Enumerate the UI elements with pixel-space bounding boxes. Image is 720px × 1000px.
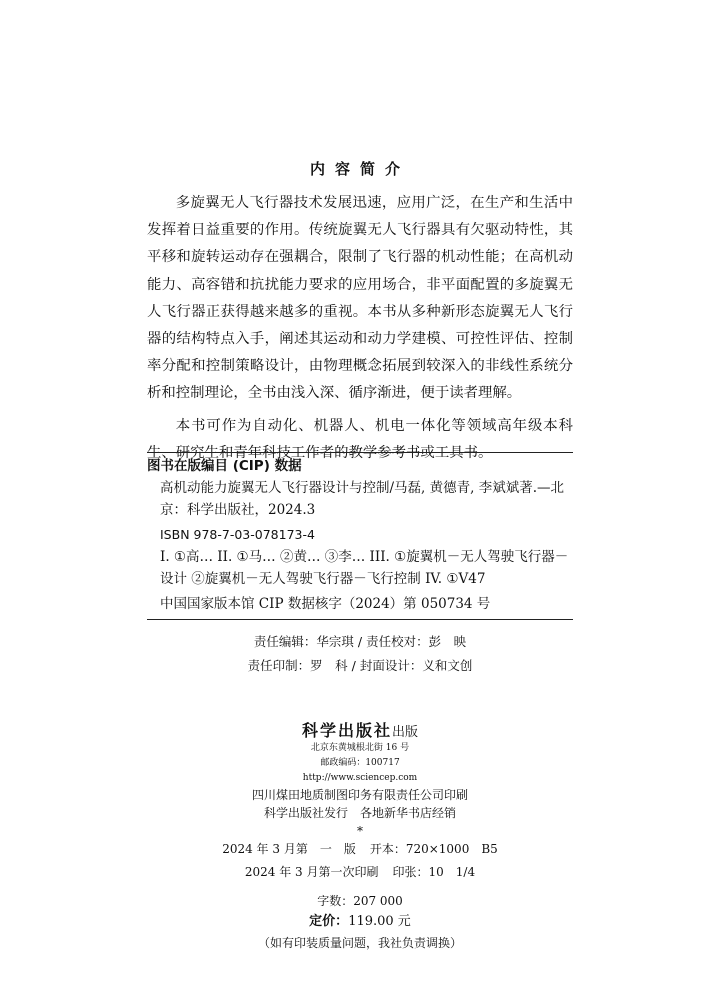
publisher-logo-text: 科学出版社 [301, 721, 392, 740]
summary-body [147, 190, 573, 472]
distribution: 科学出版社发行 各地新华书店经销 [263, 806, 456, 820]
publisher-suffix: 出版 [392, 725, 419, 740]
cip-block [147, 452, 573, 620]
quality-note: （如有印装质量问题，我社负责调换） [257, 936, 462, 950]
cip-verification: 中国国家版本馆 CIP 数据核字（2024）第 050734 号 [160, 596, 491, 612]
printer: 四川煤田地质制图印务有限责任公司印刷 [251, 788, 468, 802]
editors-credits [0, 630, 720, 678]
printing-line [0, 861, 720, 884]
summary-paragraph-2: 本书可作为自动化、机器人、机电一体化等领域高年级本科生、研究生和青年科技工作者的教学参考书或工具书。 [147, 417, 573, 461]
separator-star: * [357, 824, 363, 838]
cip-classification: I. ①高… II. ①马… ②黄… ③李… III. ①旋翼机－无人驾驶飞行器－设计 ②旋翼机－无人驾驶飞行器－飞行控制 IV. ①V47 [160, 549, 569, 587]
cip-record: 高机动能力旋翼无人飞行器设计与控制/马磊, 黄德青, 李斌斌著.—北京：科学出版社，2024.3 [160, 480, 565, 518]
publisher-address: 北京东黄城根北街 16 号 [310, 743, 410, 753]
sheets: 印张：10 1/4 [392, 865, 476, 879]
print-date: 2024 年 3 月第一次印刷 [244, 865, 379, 879]
publisher-block [0, 718, 720, 954]
price-value: 119.00 元 [348, 914, 411, 929]
publisher-name [0, 718, 720, 741]
cip-title: 图书在版编目 (CIP) 数据 [147, 458, 302, 474]
edition-date: 2024 年 3 月第 一 版 [222, 842, 356, 856]
format: 开本：720×1000 B5 [369, 842, 498, 856]
editors-line-1: 责任编辑：华宗琪 / 责任校对：彭 映 [253, 634, 467, 649]
summary-paragraph-1: 多旋翼无人飞行器技术发展迅速，应用广泛，在生产和生活中发挥着日益重要的作用。传统旋翼无人飞行器具有欠驱动特性，其平移和旋转运动存在强耦合，限制了飞行器的机动性能；在高机动能力、高容错和抗扰能力要求的应用场合，非平面配置的多旋翼无人飞行器正获得越来越多的重视。本书从多种新形态旋翼无人飞行器的结构特点入手，阐述其运动和动力学建模、可控性评估、控制率分配和控制策略设计，由物理概念拓展到较深入的非线性系统分析和控制理论，全书由浅入深、循序渐进，便于读者理解。 [147, 195, 573, 402]
publisher-postcode: 邮政编码：100717 [320, 758, 400, 768]
edition-line [0, 838, 720, 861]
price [0, 912, 720, 932]
editors-line-2: 责任印制：罗 科 / 封面设计：义和文创 [247, 658, 473, 673]
price-label: 定价： [309, 914, 349, 929]
cip-isbn: ISBN 978-7-03-078173-4 [160, 527, 315, 542]
word-count: 字数：207 000 [317, 894, 403, 908]
publisher-url: http://www.sciencep.com [302, 773, 418, 783]
summary-title: 内容简介 [309, 160, 410, 178]
